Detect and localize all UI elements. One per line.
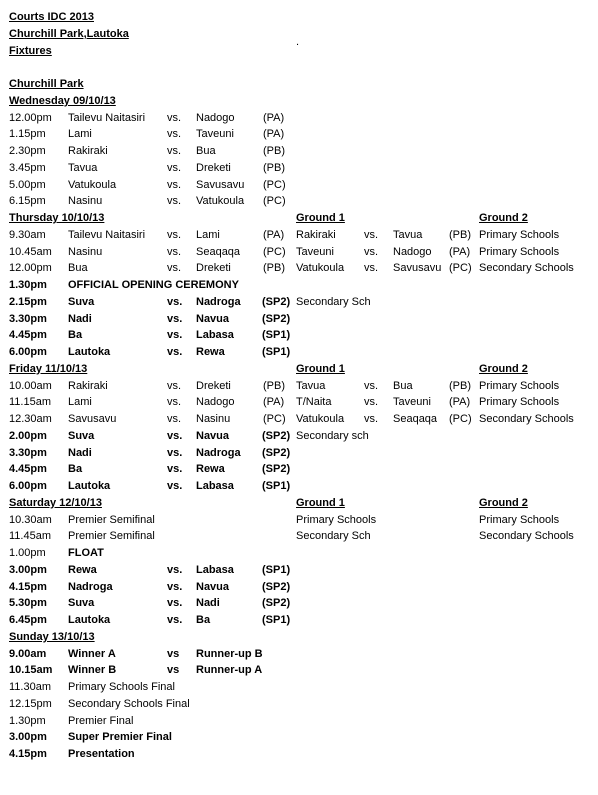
fixture-team-b: Rewa [196,463,225,476]
ground1-team-a: Secondary Sch [296,530,371,543]
doc-venue-line: Churchill Park,Lautoka [9,27,129,40]
fixture-pool-code: (PC) [263,413,286,425]
fixture-team-a: Lami [68,396,92,409]
ground2-event: Secondary Schools [479,413,574,425]
day-heading: Wednesday 09/10/13 [9,94,116,107]
fixture-team-a: Premier Semifinal [68,513,155,526]
fixture-time: 1.15pm [9,128,46,141]
fixture-pool-code: (SP2) [262,295,291,308]
ground-1-heading: Ground 1 [296,496,345,509]
ground-1-heading: Ground 1 [296,362,345,375]
fixture-vs: vs. [167,295,183,308]
day-heading: Friday 11/10/13 [9,362,88,375]
doc-subtitle: Fixtures [9,44,52,57]
day-heading: Sunday 13/10/13 [9,630,95,643]
ground1-team-a: Vatukoula [296,262,345,275]
fixture-team-b: Rewa [196,346,225,358]
fixture-vs: vs. [167,563,183,576]
fixture-time: 11.15am [9,396,51,409]
fixture-team-a: Savusavu [68,413,117,425]
ground1-team-a: Secondary Sch [296,295,371,308]
fixture-vs: vs. [167,413,182,425]
ground1-pool-code: (PC) [449,413,472,425]
fixture-team-a: Nadroga [68,580,113,593]
fixture-time: 6.00pm [9,480,47,492]
fixture-team-a: Rewa [68,563,97,576]
fixture-vs: vs. [167,195,182,208]
fixture-pool-code: (SP1) [262,563,291,576]
fixture-team-a: Presentation [68,748,135,760]
fixture-vs: vs. [167,597,183,610]
fixture-vs: vs. [167,161,182,174]
fixture-team-b: Nadroga [196,446,241,459]
ground1-pool-code: (PB) [449,228,471,241]
fixture-time: 4.15pm [9,748,47,760]
fixture-pool-code: (PA) [263,396,285,409]
fixture-vs: vs. [167,178,182,191]
ground1-team-b: Savusavu [393,262,442,275]
fixture-vs: vs. [167,463,183,476]
fixture-team-b: Runner-up A [196,664,263,677]
fixture-pool-code: (SP1) [262,329,291,342]
fixture-vs: vs. [167,480,183,492]
fixture-team-a: OFFICIAL OPENING CEREMONY [68,279,239,291]
fixture-time: 4.45pm [9,463,47,476]
fixture-team-a: Lautoka [68,480,111,492]
fixture-team-b: Savusavu [196,178,245,191]
ground1-team-a: Taveuni [296,245,334,258]
fixture-time: 5.30pm [9,597,47,610]
ground1-pool-code: (PB) [449,379,471,392]
fixture-time: 2.15pm [9,295,47,308]
fixture-time: 9.00am [9,647,47,660]
ground1-vs: vs. [364,228,379,241]
fixture-vs: vs. [167,128,182,141]
fixture-team-a: Ba [68,463,83,476]
fixture-team-b: Navua [196,580,230,593]
fixture-vs: vs. [167,446,183,459]
day-heading: Saturday 12/10/13 [9,496,102,509]
ground1-vs: vs. [364,379,379,392]
fixture-pool-code: (PC) [263,245,286,258]
ground-2-heading: Ground 2 [479,362,528,375]
ground1-team-b: Bua [393,379,413,392]
fixture-time: 10.00am [9,379,52,392]
ground1-team-b: Taveuni [393,396,431,409]
ground1-pool-code: (PA) [449,396,471,409]
fixture-team-b: Taveuni [196,128,234,141]
fixture-pool-code: (SP2) [262,429,291,442]
fixture-team-b: Nadogo [196,111,235,124]
fixture-pool-code: (PB) [263,145,285,157]
fixture-vs: vs. [167,228,182,241]
fixture-time: 5.00pm [9,178,46,191]
fixture-time: 12.00pm [9,262,52,275]
fixture-time: 6.15pm [9,195,46,208]
stray-mark: . [296,36,300,48]
fixture-pool-code: (SP2) [262,446,291,459]
venue-heading: Churchill Park [9,78,84,90]
fixture-time: 2.00pm [9,429,47,442]
fixture-pool-code: (SP2) [262,463,291,476]
fixture-time: 12.30am [9,413,52,425]
fixture-time: 4.15pm [9,580,47,593]
doc-title: Courts IDC 2013 [9,11,94,23]
fixture-pool-code: (SP1) [262,614,291,626]
fixture-team-b: Lami [196,228,220,241]
ground-2-heading: Ground 2 [479,212,528,224]
fixture-team-a: Premier Semifinal [68,530,155,543]
fixture-team-a: Rakiraki [68,379,108,392]
fixture-team-a: Lami [68,128,92,141]
fixture-team-a: Nasinu [68,245,103,258]
fixture-team-b: Nadroga [196,295,241,308]
fixture-team-a: Nadi [68,446,92,459]
ground1-team-a: T/Naita [296,396,332,409]
fixture-team-b: Bua [196,145,216,157]
ground1-vs: vs. [364,396,379,409]
fixture-team-b: Nasinu [196,413,231,425]
fixture-time: 4.45pm [9,329,47,342]
fixture-team-b: Labasa [196,563,234,576]
ground2-event: Primary Schools [479,379,560,392]
ground2-event: Primary Schools [479,245,560,258]
fixture-team-a: Suva [68,295,95,308]
fixture-pool-code: (PA) [263,128,285,141]
fixture-time: 11.45am [9,530,51,543]
fixture-pool-code: (PB) [263,161,285,174]
fixture-vs: vs. [167,379,182,392]
fixture-vs: vs. [167,245,182,258]
fixture-pool-code: (SP1) [262,480,291,492]
fixture-team-b: Navua [196,312,230,325]
fixture-time: 1.00pm [9,547,46,559]
fixture-pool-code: (SP2) [262,580,291,593]
fixture-team-a: Bua [68,262,88,275]
ground2-event: Primary Schools [479,513,560,526]
fixture-team-b: Labasa [196,329,234,342]
fixture-pool-code: (PA) [263,111,285,124]
fixture-pool-code: (PC) [263,178,286,191]
fixture-time: 11.30am [9,681,51,693]
fixture-vs: vs. [167,329,183,342]
fixture-team-a: Tavua [68,161,98,174]
fixture-team-b: Ba [196,614,211,626]
fixture-time: 2.30pm [9,145,46,157]
ground1-pool-code: (PA) [449,245,471,258]
fixture-pool-code: (SP1) [262,346,291,358]
fixture-time: 9.30am [9,228,46,241]
ground1-team-a: Primary Schools [296,513,377,526]
fixture-time: 10.45am [9,245,52,258]
fixture-team-a: Premier Final [68,714,134,727]
fixture-vs: vs. [167,262,182,275]
fixture-team-b: Dreketi [196,262,231,275]
fixture-team-a: Suva [68,597,95,610]
ground1-team-b: Nadogo [393,245,432,258]
fixture-vs: vs. [167,145,182,157]
fixture-team-b: Dreketi [196,161,231,174]
fixture-team-a: Tailevu Naitasiri [68,228,146,241]
ground2-event: Secondary Schools [479,262,574,275]
fixture-pool-code: (PA) [263,228,285,241]
fixture-team-b: Navua [196,429,230,442]
fixture-vs: vs. [167,111,182,124]
fixture-team-b: Runner-up B [196,647,263,660]
fixture-time: 3.30pm [9,446,47,459]
ground1-team-a: Secondary sch [296,429,369,442]
fixture-team-a: Super Premier Final [68,731,172,744]
fixture-team-a: Nasinu [68,195,103,208]
ground1-vs: vs. [364,262,379,275]
ground2-event: Primary Schools [479,228,560,241]
fixture-team-a: Vatukoula [68,178,117,191]
fixture-team-b: Dreketi [196,379,231,392]
fixture-vs: vs [167,664,180,677]
fixture-time: 1.30pm [9,714,46,727]
ground1-pool-code: (PC) [449,262,472,275]
fixture-pool-code: (PB) [263,262,285,275]
fixture-time: 3.45pm [9,161,46,174]
fixture-team-b: Nadogo [196,396,235,409]
fixture-time: 10.30am [9,513,52,526]
ground1-vs: vs. [364,413,379,425]
fixture-pool-code: (SP2) [262,312,291,325]
fixture-vs: vs. [167,580,183,593]
fixture-time: 3.30pm [9,312,47,325]
fixture-time: 10.15am [9,664,53,677]
ground1-team-b: Seaqaqa [393,413,438,425]
fixture-time: 6.45pm [9,614,47,626]
fixture-vs: vs. [167,396,182,409]
fixture-team-a: FLOAT [68,547,104,559]
fixture-time: 1.30pm [9,279,47,291]
fixture-vs: vs. [167,614,183,626]
fixture-pool-code: (PB) [263,379,285,392]
ground2-event: Primary Schools [479,396,560,409]
fixture-team-a: Lautoka [68,346,111,358]
ground1-team-b: Tavua [393,228,423,241]
fixture-team-a: Lautoka [68,614,111,626]
fixture-team-a: Secondary Schools Final [68,697,190,710]
fixture-pool-code: (SP2) [262,597,291,610]
fixture-pool-code: (PC) [263,195,286,208]
ground-1-heading: Ground 1 [296,212,345,224]
day-heading: Thursday 10/10/13 [9,212,105,224]
ground1-vs: vs. [364,245,379,258]
fixture-time: 12.15pm [9,697,52,710]
fixture-team-a: Tailevu Naitasiri [68,111,146,124]
fixture-vs: vs. [167,429,183,442]
fixture-time: 3.00pm [9,731,47,744]
ground2-event: Secondary Schools [479,530,574,543]
fixture-time: 12.00pm [9,111,52,124]
fixture-team-a: Primary Schools Final [68,681,175,693]
ground1-team-a: Rakiraki [296,228,336,241]
fixture-team-a: Winner A [68,647,116,660]
fixture-team-a: Rakiraki [68,145,108,157]
fixture-team-b: Nadi [196,597,220,610]
fixture-time: 3.00pm [9,563,47,576]
ground-2-heading: Ground 2 [479,496,528,509]
fixture-team-b: Labasa [196,480,234,492]
fixture-team-a: Ba [68,329,83,342]
fixture-vs: vs. [167,312,183,325]
fixture-team-a: Suva [68,429,95,442]
fixture-team-a: Winner B [68,664,117,677]
ground1-team-a: Tavua [296,379,326,392]
fixture-vs: vs. [167,346,183,358]
fixture-team-b: Seaqaqa [196,245,241,258]
ground1-team-a: Vatukoula [296,413,345,425]
fixture-team-b: Vatukoula [196,195,245,208]
fixture-team-a: Nadi [68,312,92,325]
fixture-vs: vs [167,647,180,660]
fixture-time: 6.00pm [9,346,47,358]
